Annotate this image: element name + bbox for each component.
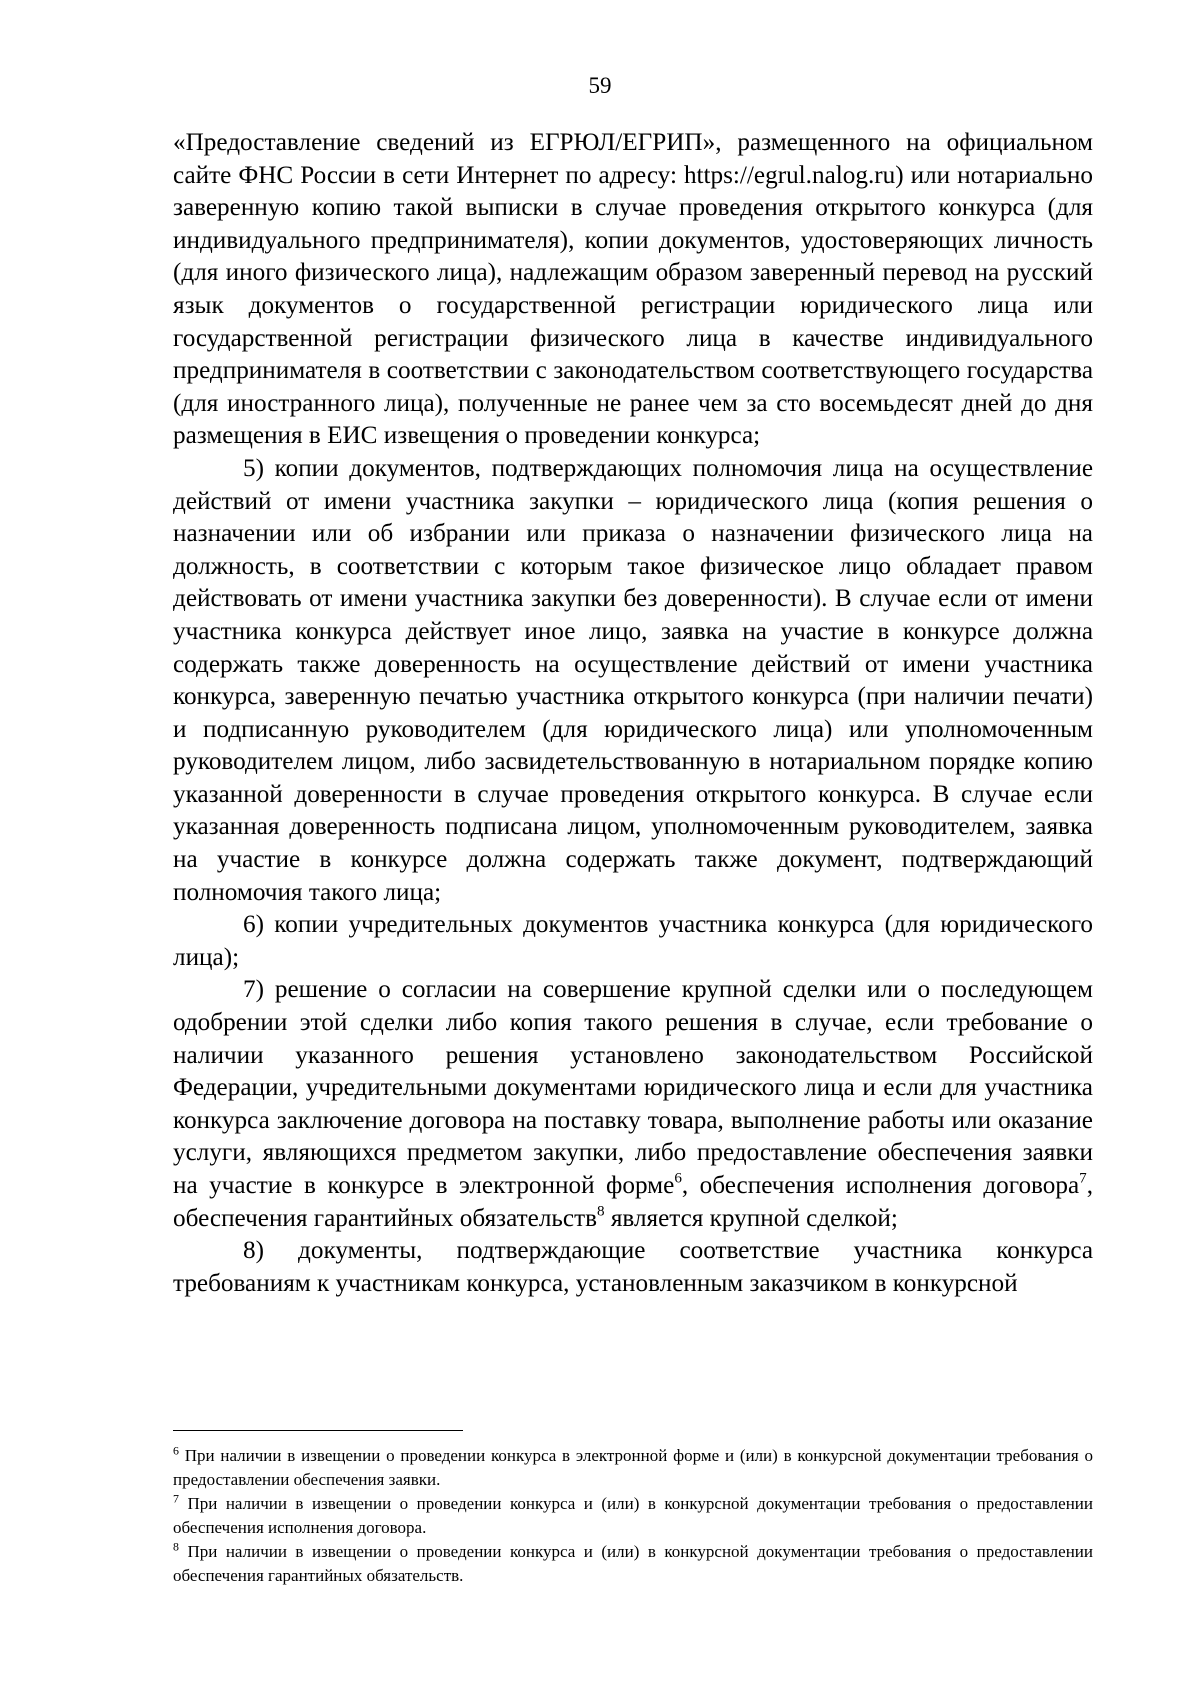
paragraph-item-7-text-a: 7) решение о согласии на совершение крупной сделки или о последующем одобрении этой сделки либо копия такого решения в случае, если требование о наличии указанного решения установлено законодательством Российской Федерации, учредительными документами юридического лица и если для участника конкурса заключение договора на поставку товара, выполнение работы или оказание услуги, являющихся предметом закупки, либо предоставление обеспечения заявки на участие в конкурсе в электронной форме	[173, 976, 1093, 1199]
footnote-text-6: При наличии в извещении о проведении конкурса в электронной форме и (или) в конкурсной документации требования о предоставлении обеспечения заявки.	[173, 1446, 1093, 1489]
paragraph-item-5: 5) копии документов, подтверждающих полномочия лица на осуществление действий от имени участника закупки – юридического лица (копия решения о назначении или об избрании или приказа о назначении физического лица на должность, в соответствии с которым такое физическое лицо обладает правом действовать от имени участника закупки без доверенности). В случае если от имени участника конкурса действует иное лицо, заявка на участие в конкурсе должна содержать также доверенность на осуществление действий от имени участника конкурса, заверенную печатью участника открытого конкурса (при наличии печати) и подписанную руководителем (для юридического лица) или уполномоченным руководителем лицом, либо засвидетельствованную в нотариальном порядке копию указанной доверенности в случае проведения открытого конкурса. В случае если указанная доверенность подписана лицом, уполномоченным руководителем, заявка на участие в конкурсе должна содержать также документ, подтверждающий полномочия такого лица;	[173, 454, 1093, 906]
footnote-ref-7[interactable]: 7	[1079, 1170, 1087, 1187]
footnote-6	[173, 1444, 1093, 1492]
paragraph-item-8: 8) документы, подтверждающие соответствие участника конкурса требованиям к участникам конкурса, установленным заказчиком в конкурсной	[173, 1237, 1093, 1297]
body-text	[173, 127, 1093, 1300]
footnote-7	[173, 1492, 1093, 1540]
footnote-8	[173, 1540, 1093, 1588]
footnote-mark-8: 8	[173, 1539, 179, 1554]
footnote-ref-8[interactable]: 8	[596, 1203, 605, 1220]
footnotes	[173, 1444, 1093, 1588]
paragraph-item-7-text-b: , обеспечения исполнения договора	[681, 1172, 1080, 1199]
footnote-text-7: При наличии в извещении о проведении конкурса и (или) в конкурсной документации требования о предоставлении обеспечения исполнения договора.	[173, 1494, 1093, 1537]
footnote-text-8: При наличии в извещении о проведении конкурса и (или) в конкурсной документации требования о предоставлении обеспечения гарантийных обязательств.	[173, 1542, 1093, 1585]
footnote-mark-7: 7	[173, 1491, 179, 1506]
page-number: 59	[588, 73, 612, 98]
footnote-mark-6: 6	[173, 1443, 179, 1458]
paragraph-item-6: 6) копии учредительных документов участника конкурса (для юридического лица);	[173, 911, 1093, 971]
paragraph-item-7-text-c: , обеспечения гарантийных обязательств	[173, 1172, 1093, 1232]
paragraph-item-7-text-d: является крупной сделкой;	[604, 1204, 898, 1232]
footnote-separator	[173, 1430, 463, 1431]
paragraph-item-7	[173, 974, 1093, 1235]
paragraph-continued: «Предоставление сведений из ЕГРЮЛ/ЕГРИП», размещенного на официальном сайте ФНС России в сети Интернет по адресу: https://egrul.nalog.ru) или нотариально заверенную копию такой выписки в случае проведения открытого конкурса (для индивидуального предпринимателя), копии документов, удостоверяющих личность (для иного физического лица), надлежащим образом заверенный перевод на русский язык документов о государственной регистрации юридического лица или государственной регистрации физического лица в качестве индивидуального предпринимателя в соответствии с законодательством соответствующего государства (для иностранного лица), полученные не ранее чем за сто восемьдесят дней до дня размещения в ЕИС извещения о проведении конкурса;	[173, 129, 1093, 450]
footnote-ref-6[interactable]: 6	[674, 1170, 682, 1187]
